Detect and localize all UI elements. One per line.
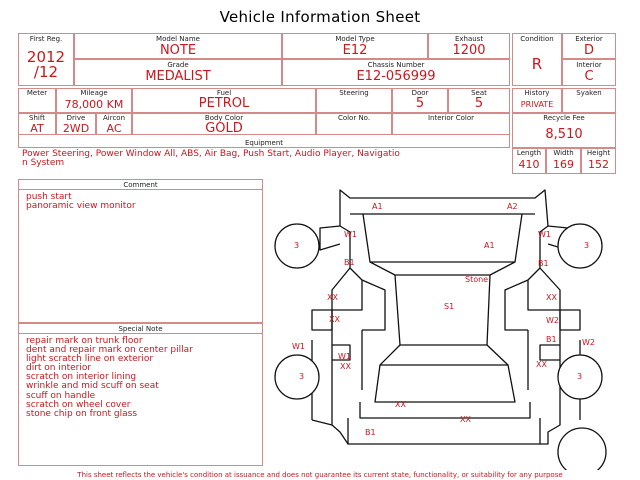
mark-xx-left-door-2: XX <box>329 315 340 324</box>
mark-stone: Stone <box>465 275 489 284</box>
exhaust-label: Exhaust <box>454 35 484 43</box>
seat-label: Seat <box>471 89 487 97</box>
mark-xx-left-rear: XX <box>340 362 351 371</box>
model-type-label: Model Type <box>335 35 375 43</box>
special-note-item: stone chip on front glass <box>26 408 138 419</box>
comment-item: push start <box>26 192 72 202</box>
spare-tire <box>558 428 606 470</box>
equipment-line-1: Power Steering, Power Window All, ABS, Air Bag, Push Start, Audio Player, Navigatio <box>22 149 400 159</box>
mark-b1-right: B1 <box>538 259 549 268</box>
car-damage-diagram <box>270 178 630 470</box>
rear-bumper <box>360 402 530 418</box>
body-color-value: GOLD <box>205 121 243 136</box>
drive-label: Drive <box>66 114 86 122</box>
shift-label: Shift <box>29 114 45 122</box>
rear-window <box>380 345 508 365</box>
mark-xx-left-door: XX <box>327 293 338 302</box>
history-value: PRIVATE <box>520 100 554 109</box>
condition-label: Condition <box>520 35 554 43</box>
exterior-grade: D <box>583 43 594 58</box>
right-front-door <box>560 310 580 330</box>
steering-label: Steering <box>339 89 369 97</box>
mark-b1-rear: B1 <box>365 428 376 437</box>
special-note-item: repair mark on trunk floor <box>26 336 143 346</box>
drive-value: 2WD <box>62 122 90 135</box>
mark-a2-front: A2 <box>507 202 518 211</box>
car-body-outline <box>332 190 560 444</box>
chassis-value: E12-056999 <box>356 69 436 84</box>
model-name-value: NOTE <box>159 43 197 58</box>
mark-xx-right-door: XX <box>546 293 557 302</box>
fuel-label: Fuel <box>216 89 232 97</box>
rear-lower <box>348 418 540 444</box>
left-fender <box>332 268 362 310</box>
mark-w1-left-sill: W1 <box>338 352 351 361</box>
interior-grade: C <box>584 69 594 84</box>
special-note-item: scratch on interior lining <box>26 372 137 383</box>
shift-value: AT <box>30 122 44 135</box>
special-note-label: Special Note <box>118 325 163 333</box>
mileage-value: 78,000 KM <box>64 98 124 111</box>
tire-rear-left <box>275 355 319 399</box>
length-value: 410 <box>518 158 540 171</box>
length-label: Length <box>516 149 542 157</box>
comment-item: panoramic view monitor <box>26 201 136 212</box>
exhaust-value: 1200 <box>452 43 486 58</box>
special-note-item: dirt on interior <box>26 363 92 374</box>
aircon-label: Aircon <box>102 114 126 122</box>
mark-a1-front: A1 <box>372 202 383 211</box>
grade-label: Grade <box>167 61 189 69</box>
right-fender <box>528 268 560 310</box>
mark-w1-left: W1 <box>344 230 357 239</box>
aircon-value: AC <box>106 122 122 135</box>
mark-b1-right-side: B1 <box>546 335 557 344</box>
condition-grade: R <box>531 55 543 73</box>
equipment-line-2: n System <box>22 158 65 168</box>
width-value: 169 <box>553 158 574 171</box>
chassis-label: Chassis Number <box>367 61 425 69</box>
mark-xx-rear: XX <box>395 400 406 409</box>
roof <box>395 275 490 345</box>
mileage-label: Mileage <box>80 89 108 97</box>
first-reg-month: /12 <box>33 63 59 81</box>
seat-value: 5 <box>474 96 484 111</box>
first-reg-year: 2012 <box>26 48 66 66</box>
equipment-label: Equipment <box>245 139 283 147</box>
mark-xx-right-rear: XX <box>536 360 547 369</box>
mark-tire-front-right: 3 <box>584 241 590 250</box>
height-label: Height <box>586 149 611 157</box>
special-note-item: light scratch line on exterior <box>26 354 154 365</box>
body-color-label: Body Color <box>204 114 244 122</box>
door-value: 5 <box>415 96 425 111</box>
grade-value: MEDALIST <box>145 69 211 84</box>
disclaimer-footer: This sheet reflects the vehicle's condition at issuance and does not guarantee its current state, functionality, or suitability for any purpose <box>77 471 563 479</box>
syaken-label: Syaken <box>576 89 602 97</box>
special-note-item: dent and repair mark on center pillar <box>26 345 193 356</box>
comment-list <box>26 193 258 211</box>
mark-w2-right-rear: W2 <box>582 338 595 347</box>
history-label: History <box>524 89 550 97</box>
left-mirror <box>320 226 340 250</box>
tire-front-right <box>558 224 602 268</box>
mark-a1-hood: A1 <box>484 241 495 250</box>
special-note-item: wrinkle and mid scuff on seat <box>26 381 159 392</box>
width-label: Width <box>553 149 574 157</box>
trunk <box>375 365 515 402</box>
right-pillar <box>505 280 528 330</box>
special-note-item: scratch on wheel cover <box>26 399 131 410</box>
mark-xx-rear-2: XX <box>460 415 471 424</box>
special-note-item: scuff on handle <box>26 390 96 401</box>
left-pillar <box>362 280 385 330</box>
recycle-fee-label: Recycle Fee <box>543 114 585 122</box>
windshield <box>370 262 515 275</box>
exterior-label: Exterior <box>575 35 603 43</box>
recycle-fee-value: 8,510 <box>545 127 583 142</box>
mark-w1-left-rear: W1 <box>292 342 305 351</box>
meter-label: Meter <box>26 89 48 97</box>
first-reg-label: First Reg. <box>29 35 63 43</box>
fuel-value: PETROL <box>198 96 250 111</box>
comment-label: Comment <box>123 181 158 189</box>
interior-color-label: Interior Color <box>427 114 475 122</box>
mark-w1-right: W1 <box>538 230 551 239</box>
mark-tire-rear-right: 3 <box>577 372 583 381</box>
left-rear-panel <box>312 420 332 425</box>
hood <box>363 214 522 262</box>
mark-tire-front-left: 3 <box>294 241 300 250</box>
page-title: Vehicle Information Sheet <box>219 8 421 26</box>
interior-label: Interior <box>576 61 602 69</box>
model-type-value: E12 <box>342 43 368 58</box>
mark-w2-right: W2 <box>546 316 559 325</box>
mark-tire-rear-left: 3 <box>299 372 305 381</box>
height-value: 152 <box>588 158 609 171</box>
model-name-label: Model Name <box>156 35 200 43</box>
mark-s1-roof: S1 <box>444 302 455 311</box>
equipment-text <box>22 150 510 168</box>
door-label: Door <box>411 89 429 97</box>
color-no-label: Color No. <box>337 114 371 122</box>
special-note-list <box>26 337 258 419</box>
mark-b1-left: B1 <box>344 258 355 267</box>
